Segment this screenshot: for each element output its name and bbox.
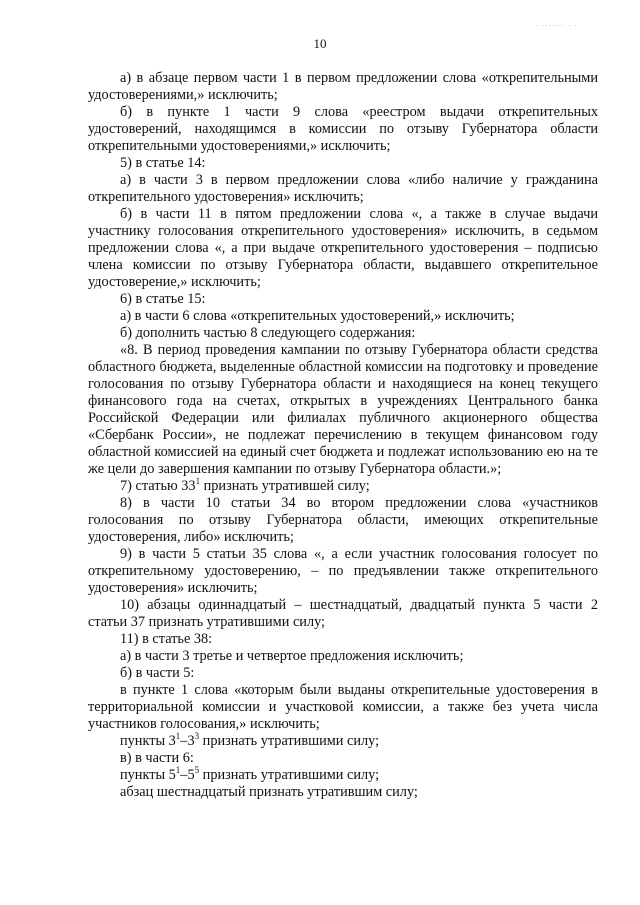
page-number: 10 [313, 36, 327, 51]
paragraph-text: пункты 5 [120, 767, 176, 783]
superscript: 3 [194, 731, 200, 742]
paragraph [88, 478, 598, 495]
paragraph-text: пункты 3 [120, 733, 176, 749]
document-body [88, 70, 598, 801]
paragraph-text: –3 [180, 733, 195, 749]
paragraph [88, 733, 598, 750]
paragraph: а) в части 6 слова «открепительных удостоверений,» исключить; [120, 308, 515, 324]
paragraph: 8) в части 10 статьи 34 во втором предложении слова «участников голосования по отзыву Губернатора области, имеющих открепительные удостоверения, либо» исключить; [88, 495, 598, 545]
paragraph: 10) абзацы одиннадцатый – шестнадцатый, двадцатый пункта 5 части 2 статьи 37 признать утратившими силу; [88, 597, 598, 630]
paragraph: «8. В период проведения кампании по отзыву Губернатора области средства областного бюджета, выделенные областной комиссии на подготовку и проведение голосования по отзыву Губернатора области и находящиеся на конец текущего финансового года на счетах, открытых в учреждениях Центрального банка Российской Федерации или филиалах публичного акционерного общества «Сбербанк России», не подлежат перечислению в текущем финансовом году областной комиссией на единый счет бюджета и подлежат использованию ею на те же цели до завершения кампании по отзыву Губернатора области.»; [88, 342, 598, 477]
paragraph: в) в части 6: [120, 750, 194, 766]
paragraph: абзац шестнадцатый признать утратившим силу; [120, 784, 418, 800]
paragraph-text: признать утратившими силу; [199, 733, 380, 749]
paragraph: в пункте 1 слова «которым были выданы открепительные удостоверения в территориальной комиссии и участковой комиссии, а также без учета числа участников голосования,» исключить; [88, 682, 598, 732]
corner-mark: · ······· · · [536, 22, 578, 30]
paragraph: 6) в статье 15: [120, 291, 206, 307]
paragraph: б) в пункте 1 части 9 слова «реестром выдачи открепительных удостоверений, находящимся в комиссии по отзыву Губернатора области открепительными удостоверениями,» исключить; [88, 104, 598, 154]
paragraph: 11) в статье 38: [120, 631, 213, 647]
paragraph: б) дополнить частью 8 следующего содержания: [120, 325, 416, 341]
paragraph: а) в части 3 в первом предложении слова «либо наличие у гражданина открепительного удостоверения» исключить; [88, 172, 598, 205]
superscript: 1 [195, 476, 201, 487]
paragraph-text: –5 [180, 767, 195, 783]
paragraph-text: признать утратившей силу; [200, 478, 370, 494]
paragraph: б) в части 11 в пятом предложении слова «, а также в случае выдачи участнику голосования открепительного удостоверения» исключить, в седьмом предложении слова «, а при выдаче открепительного удостоверения – подписью члена комиссии по отзыву Губернатора области, выдавшего открепительное удостоверение,» исключить; [88, 206, 598, 290]
paragraph: а) в части 3 третье и четвертое предложения исключить; [120, 648, 464, 664]
superscript: 1 [175, 731, 181, 742]
paragraph: б) в части 5: [120, 665, 195, 681]
superscript: 1 [175, 765, 181, 776]
paragraph: 9) в части 5 статьи 35 слова «, а если участник голосования голосует по открепительному удостоверению, – по предъявлении также открепительного удостоверения» исключить; [88, 546, 598, 596]
paragraph: 5) в статье 14: [120, 155, 206, 171]
paragraph [88, 767, 598, 784]
paragraph: а) в абзаце первом части 1 в первом предложении слова «открепительными удостоверениями,» исключить; [88, 70, 598, 103]
paragraph-text: 7) статью 33 [120, 478, 196, 494]
superscript: 5 [194, 765, 200, 776]
paragraph-text: признать утратившими силу; [199, 767, 380, 783]
